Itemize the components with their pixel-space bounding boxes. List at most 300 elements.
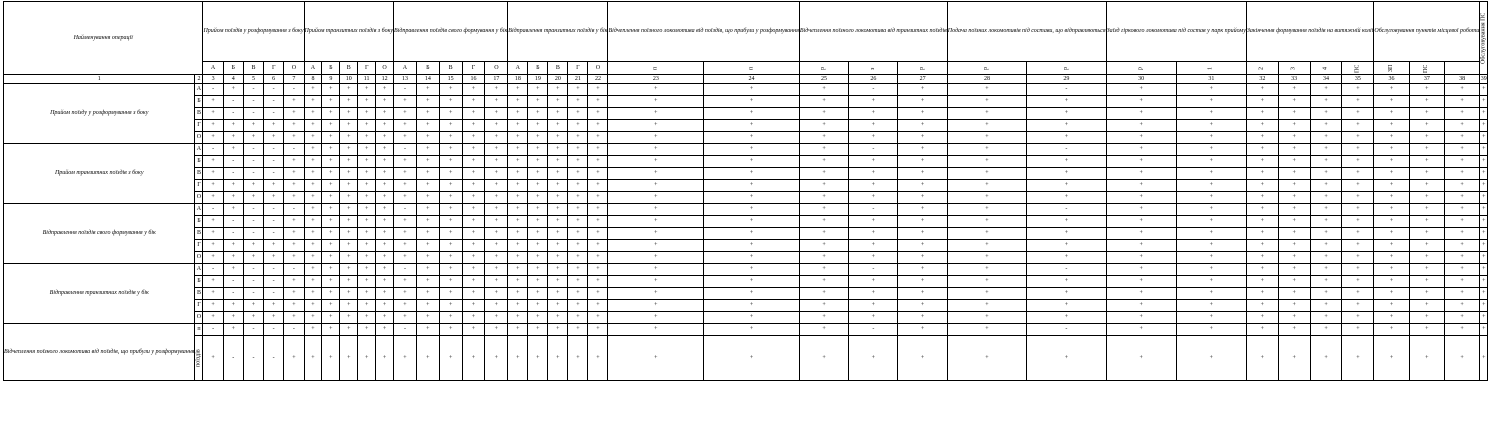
- matrix-mark: +: [1278, 312, 1310, 324]
- matrix-mark: +: [568, 240, 588, 252]
- matrix-mark: +: [1176, 252, 1246, 264]
- matrix-mark: +: [608, 108, 704, 120]
- matrix-mark: +: [548, 336, 568, 381]
- matrix-mark: -: [284, 324, 304, 336]
- operation-subcode: О: [195, 192, 203, 204]
- matrix-mark: -: [264, 144, 284, 156]
- header-column-number: 14: [416, 75, 439, 84]
- matrix-mark: +: [394, 168, 417, 180]
- matrix-mark: +: [898, 336, 947, 381]
- header-subcode: п: [608, 62, 704, 75]
- matrix-mark: +: [322, 276, 340, 288]
- matrix-mark: +: [947, 228, 1026, 240]
- matrix-mark: +: [1246, 84, 1278, 96]
- matrix-mark: +: [947, 120, 1026, 132]
- matrix-mark: +: [608, 192, 704, 204]
- matrix-mark: +: [1278, 252, 1310, 264]
- operation-name: Прийом поїзду у розформування з боку: [4, 84, 195, 144]
- matrix-mark: +: [508, 168, 528, 180]
- matrix-mark: +: [849, 228, 898, 240]
- matrix-mark: +: [376, 132, 394, 144]
- matrix-mark: +: [898, 240, 947, 252]
- matrix-mark: +: [947, 276, 1026, 288]
- matrix-mark: +: [1106, 132, 1176, 144]
- matrix-mark: +: [358, 144, 376, 156]
- matrix-mark: +: [376, 156, 394, 168]
- matrix-mark: +: [704, 276, 800, 288]
- matrix-mark: +: [439, 300, 462, 312]
- matrix-mark: +: [358, 108, 376, 120]
- matrix-mark: +: [568, 216, 588, 228]
- matrix-mark: +: [243, 300, 263, 312]
- matrix-mark: +: [799, 96, 848, 108]
- matrix-mark: +: [508, 132, 528, 144]
- matrix-mark: +: [849, 300, 898, 312]
- matrix-mark: +: [439, 120, 462, 132]
- matrix-mark: +: [1444, 276, 1479, 288]
- matrix-mark: +: [394, 156, 417, 168]
- matrix-mark: +: [1480, 192, 1488, 204]
- matrix-mark: +: [1409, 144, 1444, 156]
- matrix-mark: +: [1444, 228, 1479, 240]
- operation-subcode: О: [195, 252, 203, 264]
- matrix-mark: +: [568, 300, 588, 312]
- matrix-mark: -: [243, 204, 263, 216]
- matrix-mark: +: [416, 252, 439, 264]
- matrix-mark: +: [1176, 216, 1246, 228]
- matrix-mark: +: [548, 108, 568, 120]
- matrix-mark: +: [799, 216, 848, 228]
- header-subcode: Г: [358, 62, 376, 75]
- matrix-mark: +: [1106, 276, 1176, 288]
- matrix-mark: +: [1409, 276, 1444, 288]
- matrix-mark: +: [416, 336, 439, 381]
- header-subcode: В: [439, 62, 462, 75]
- matrix-mark: -: [223, 96, 243, 108]
- matrix-mark: +: [264, 192, 284, 204]
- matrix-mark: +: [485, 204, 508, 216]
- matrix-mark: -: [264, 156, 284, 168]
- matrix-mark: +: [322, 84, 340, 96]
- header-group-3: Відправлення поїздів свого формування у бік: [394, 2, 508, 62]
- matrix-mark: +: [568, 252, 588, 264]
- matrix-mark: +: [376, 168, 394, 180]
- matrix-mark: +: [1374, 276, 1409, 288]
- matrix-mark: +: [849, 276, 898, 288]
- matrix-mark: +: [1480, 132, 1488, 144]
- matrix-mark: +: [528, 228, 548, 240]
- matrix-mark: +: [1176, 84, 1246, 96]
- matrix-mark: +: [548, 96, 568, 108]
- matrix-mark: +: [340, 228, 358, 240]
- matrix-mark: -: [849, 324, 898, 336]
- matrix-mark: +: [376, 204, 394, 216]
- matrix-mark: +: [1409, 240, 1444, 252]
- matrix-mark: +: [528, 312, 548, 324]
- matrix-mark: +: [340, 156, 358, 168]
- matrix-mark: +: [304, 96, 322, 108]
- matrix-mark: +: [416, 180, 439, 192]
- matrix-mark: +: [394, 132, 417, 144]
- matrix-mark: +: [376, 264, 394, 276]
- matrix-mark: +: [322, 168, 340, 180]
- matrix-mark: +: [1374, 204, 1409, 216]
- header-column-number: 3: [203, 75, 223, 84]
- matrix-mark: +: [243, 120, 263, 132]
- matrix-mark: +: [1027, 288, 1106, 300]
- matrix-mark: +: [358, 300, 376, 312]
- matrix-mark: +: [462, 192, 485, 204]
- matrix-mark: +: [1176, 336, 1246, 381]
- matrix-mark: +: [704, 192, 800, 204]
- matrix-mark: +: [1027, 300, 1106, 312]
- matrix-mark: -: [849, 204, 898, 216]
- matrix-mark: +: [416, 168, 439, 180]
- matrix-mark: +: [568, 204, 588, 216]
- matrix-mark: +: [799, 144, 848, 156]
- matrix-mark: -: [264, 168, 284, 180]
- matrix-mark: +: [799, 276, 848, 288]
- matrix-mark: +: [1027, 252, 1106, 264]
- header-subcode: Г: [462, 62, 485, 75]
- matrix-mark: +: [947, 336, 1026, 381]
- matrix-mark: +: [799, 288, 848, 300]
- matrix-mark: +: [548, 156, 568, 168]
- header-column-number: 24: [704, 75, 800, 84]
- matrix-mark: +: [1480, 228, 1488, 240]
- matrix-mark: +: [1342, 132, 1374, 144]
- matrix-mark: +: [568, 180, 588, 192]
- matrix-mark: +: [416, 132, 439, 144]
- matrix-mark: +: [1374, 252, 1409, 264]
- matrix-mark: -: [243, 144, 263, 156]
- matrix-mark: +: [588, 300, 608, 312]
- matrix-mark: +: [947, 288, 1026, 300]
- matrix-mark: +: [588, 132, 608, 144]
- matrix-mark: +: [568, 96, 588, 108]
- matrix-mark: +: [588, 228, 608, 240]
- matrix-mark: +: [588, 240, 608, 252]
- matrix-mark: +: [1027, 312, 1106, 324]
- header-group-9: Закінчення формування поїздів на витяжній колії: [1246, 2, 1373, 62]
- matrix-mark: +: [416, 192, 439, 204]
- matrix-mark: +: [1278, 120, 1310, 132]
- matrix-mark: +: [1310, 192, 1342, 204]
- header-column-number: 16: [462, 75, 485, 84]
- matrix-mark: +: [704, 108, 800, 120]
- matrix-mark: +: [898, 84, 947, 96]
- matrix-mark: +: [304, 312, 322, 324]
- matrix-mark: +: [1246, 156, 1278, 168]
- header-column-number: 1: [4, 75, 195, 84]
- matrix-mark: +: [608, 132, 704, 144]
- matrix-mark: +: [1444, 216, 1479, 228]
- matrix-mark: +: [1310, 156, 1342, 168]
- matrix-mark: +: [1444, 324, 1479, 336]
- matrix-mark: +: [849, 156, 898, 168]
- matrix-mark: +: [1409, 168, 1444, 180]
- matrix-mark: +: [284, 192, 304, 204]
- matrix-mark: +: [704, 240, 800, 252]
- matrix-mark: +: [1480, 240, 1488, 252]
- matrix-mark: +: [608, 264, 704, 276]
- operation-subcode: А: [195, 84, 203, 96]
- matrix-mark: +: [416, 108, 439, 120]
- matrix-mark: +: [416, 324, 439, 336]
- matrix-mark: +: [322, 132, 340, 144]
- matrix-mark: +: [898, 108, 947, 120]
- matrix-mark: +: [223, 300, 243, 312]
- matrix-mark: +: [588, 156, 608, 168]
- matrix-mark: +: [1310, 144, 1342, 156]
- header-column-number: 5: [243, 75, 263, 84]
- matrix-mark: +: [528, 108, 548, 120]
- header-group-2: Прийом транзитних поїздів з боку: [304, 2, 394, 62]
- matrix-mark: +: [304, 204, 322, 216]
- matrix-mark: +: [508, 276, 528, 288]
- matrix-mark: +: [1027, 240, 1106, 252]
- matrix-mark: +: [568, 168, 588, 180]
- matrix-mark: +: [322, 180, 340, 192]
- matrix-mark: +: [1409, 252, 1444, 264]
- matrix-mark: +: [322, 288, 340, 300]
- matrix-mark: +: [608, 120, 704, 132]
- matrix-mark: +: [1310, 300, 1342, 312]
- matrix-mark: +: [223, 84, 243, 96]
- matrix-mark: +: [588, 96, 608, 108]
- matrix-mark: +: [340, 108, 358, 120]
- matrix-mark: +: [1480, 144, 1488, 156]
- matrix-mark: +: [340, 96, 358, 108]
- matrix-mark: +: [1374, 84, 1409, 96]
- matrix-mark: +: [376, 312, 394, 324]
- matrix-mark: +: [1342, 96, 1374, 108]
- matrix-mark: +: [376, 276, 394, 288]
- header-column-number: 34: [1310, 75, 1342, 84]
- matrix-mark: +: [799, 108, 848, 120]
- matrix-mark: +: [1444, 108, 1479, 120]
- matrix-mark: +: [485, 300, 508, 312]
- matrix-mark: +: [1176, 276, 1246, 288]
- matrix-mark: +: [223, 120, 243, 132]
- matrix-mark: -: [264, 108, 284, 120]
- matrix-mark: +: [1176, 288, 1246, 300]
- matrix-mark: -: [223, 276, 243, 288]
- header-subcode: з: [849, 62, 898, 75]
- matrix-mark: +: [568, 324, 588, 336]
- matrix-mark: +: [588, 324, 608, 336]
- matrix-mark: +: [439, 204, 462, 216]
- matrix-mark: +: [1246, 288, 1278, 300]
- matrix-mark: +: [947, 240, 1026, 252]
- matrix-mark: +: [704, 156, 800, 168]
- matrix-mark: -: [284, 264, 304, 276]
- header-subcode: Г: [568, 62, 588, 75]
- matrix-mark: +: [849, 108, 898, 120]
- matrix-mark: +: [548, 204, 568, 216]
- header-subcode: р: [799, 62, 848, 75]
- matrix-mark: +: [1246, 204, 1278, 216]
- matrix-mark: +: [568, 84, 588, 96]
- matrix-mark: +: [462, 336, 485, 381]
- matrix-mark: -: [394, 204, 417, 216]
- matrix-mark: +: [704, 216, 800, 228]
- matrix-mark: +: [608, 336, 704, 381]
- matrix-mark: +: [799, 240, 848, 252]
- matrix-mark: +: [376, 180, 394, 192]
- matrix-mark: +: [1342, 324, 1374, 336]
- matrix-mark: +: [439, 168, 462, 180]
- header-column-number: 12: [376, 75, 394, 84]
- header-subcode: 1: [1176, 62, 1246, 75]
- header-subcode: Б: [223, 62, 243, 75]
- matrix-mark: +: [1246, 240, 1278, 252]
- matrix-mark: +: [439, 216, 462, 228]
- matrix-mark: +: [1374, 192, 1409, 204]
- operation-subcode: Г: [195, 240, 203, 252]
- matrix-mark: +: [704, 312, 800, 324]
- matrix-mark: +: [416, 300, 439, 312]
- matrix-mark: -: [284, 84, 304, 96]
- matrix-mark: +: [588, 192, 608, 204]
- matrix-mark: +: [1444, 84, 1479, 96]
- matrix-mark: +: [1310, 96, 1342, 108]
- header-column-number: 25: [799, 75, 848, 84]
- matrix-mark: +: [439, 324, 462, 336]
- matrix-mark: +: [485, 192, 508, 204]
- matrix-mark: +: [1374, 144, 1409, 156]
- matrix-mark: +: [340, 120, 358, 132]
- matrix-mark: +: [1444, 120, 1479, 132]
- matrix-mark: +: [898, 156, 947, 168]
- matrix-mark: +: [358, 240, 376, 252]
- matrix-mark: +: [203, 228, 223, 240]
- operation-subcode: Г: [195, 300, 203, 312]
- matrix-mark: +: [264, 252, 284, 264]
- operation-subcode: В: [195, 108, 203, 120]
- matrix-mark: +: [439, 180, 462, 192]
- matrix-mark: +: [264, 300, 284, 312]
- matrix-mark: +: [568, 264, 588, 276]
- matrix-mark: +: [568, 228, 588, 240]
- matrix-mark: +: [588, 168, 608, 180]
- header-subcode: р: [947, 62, 1026, 75]
- matrix-mark: +: [588, 264, 608, 276]
- matrix-mark: +: [849, 120, 898, 132]
- matrix-mark: +: [1106, 84, 1176, 96]
- matrix-mark: +: [358, 168, 376, 180]
- matrix-mark: +: [1106, 324, 1176, 336]
- matrix-mark: +: [704, 324, 800, 336]
- matrix-mark: +: [1310, 288, 1342, 300]
- matrix-mark: +: [704, 204, 800, 216]
- matrix-mark: +: [1310, 252, 1342, 264]
- matrix-mark: +: [284, 252, 304, 264]
- matrix-mark: +: [608, 216, 704, 228]
- matrix-mark: +: [528, 204, 548, 216]
- matrix-mark: +: [439, 192, 462, 204]
- matrix-mark: +: [1342, 144, 1374, 156]
- header-column-number: 13: [394, 75, 417, 84]
- matrix-mark: +: [608, 96, 704, 108]
- matrix-mark: +: [394, 180, 417, 192]
- header-column-number: 23: [608, 75, 704, 84]
- matrix-mark: +: [203, 216, 223, 228]
- matrix-mark: +: [849, 312, 898, 324]
- matrix-mark: +: [704, 252, 800, 264]
- matrix-mark: +: [508, 336, 528, 381]
- matrix-mark: +: [340, 240, 358, 252]
- matrix-mark: -: [243, 108, 263, 120]
- matrix-mark: +: [223, 252, 243, 264]
- matrix-mark: +: [304, 228, 322, 240]
- matrix-mark: +: [462, 120, 485, 132]
- matrix-mark: +: [704, 228, 800, 240]
- matrix-mark: +: [304, 120, 322, 132]
- matrix-mark: +: [394, 192, 417, 204]
- matrix-mark: +: [1409, 264, 1444, 276]
- matrix-mark: +: [416, 240, 439, 252]
- matrix-mark: +: [284, 216, 304, 228]
- matrix-mark: +: [322, 240, 340, 252]
- matrix-mark: +: [508, 144, 528, 156]
- matrix-mark: +: [304, 192, 322, 204]
- matrix-mark: +: [1027, 132, 1106, 144]
- matrix-mark: +: [264, 240, 284, 252]
- header-subcode: ЗП: [1374, 62, 1409, 75]
- matrix-mark: +: [1409, 336, 1444, 381]
- header-subcode: В: [548, 62, 568, 75]
- matrix-mark: +: [322, 264, 340, 276]
- matrix-mark: -: [264, 228, 284, 240]
- operation-subcode: О: [195, 312, 203, 324]
- matrix-mark: +: [1342, 216, 1374, 228]
- matrix-mark: +: [1310, 228, 1342, 240]
- operation-subcode: В: [195, 168, 203, 180]
- matrix-mark: +: [608, 84, 704, 96]
- matrix-mark: +: [568, 120, 588, 132]
- matrix-mark: +: [284, 336, 304, 381]
- matrix-mark: +: [588, 84, 608, 96]
- matrix-mark: +: [284, 156, 304, 168]
- matrix-mark: +: [1480, 180, 1488, 192]
- header-operation-name: Найменування операції: [4, 2, 203, 75]
- matrix-mark: +: [1176, 204, 1246, 216]
- matrix-mark: +: [223, 264, 243, 276]
- matrix-mark: +: [1106, 156, 1176, 168]
- matrix-mark: +: [203, 336, 223, 381]
- matrix-mark: +: [1444, 288, 1479, 300]
- matrix-mark: +: [1106, 228, 1176, 240]
- matrix-mark: +: [1480, 204, 1488, 216]
- matrix-mark: +: [1176, 168, 1246, 180]
- matrix-mark: +: [394, 288, 417, 300]
- matrix-mark: +: [608, 324, 704, 336]
- matrix-mark: +: [376, 144, 394, 156]
- matrix-mark: +: [608, 228, 704, 240]
- matrix-mark: +: [485, 216, 508, 228]
- matrix-mark: +: [322, 324, 340, 336]
- matrix-mark: +: [223, 144, 243, 156]
- matrix-mark: +: [1374, 240, 1409, 252]
- matrix-mark: +: [608, 168, 704, 180]
- matrix-mark: +: [508, 324, 528, 336]
- matrix-mark: +: [1310, 204, 1342, 216]
- matrix-mark: +: [322, 336, 340, 381]
- matrix-mark: +: [608, 276, 704, 288]
- matrix-mark: +: [508, 84, 528, 96]
- matrix-mark: +: [508, 264, 528, 276]
